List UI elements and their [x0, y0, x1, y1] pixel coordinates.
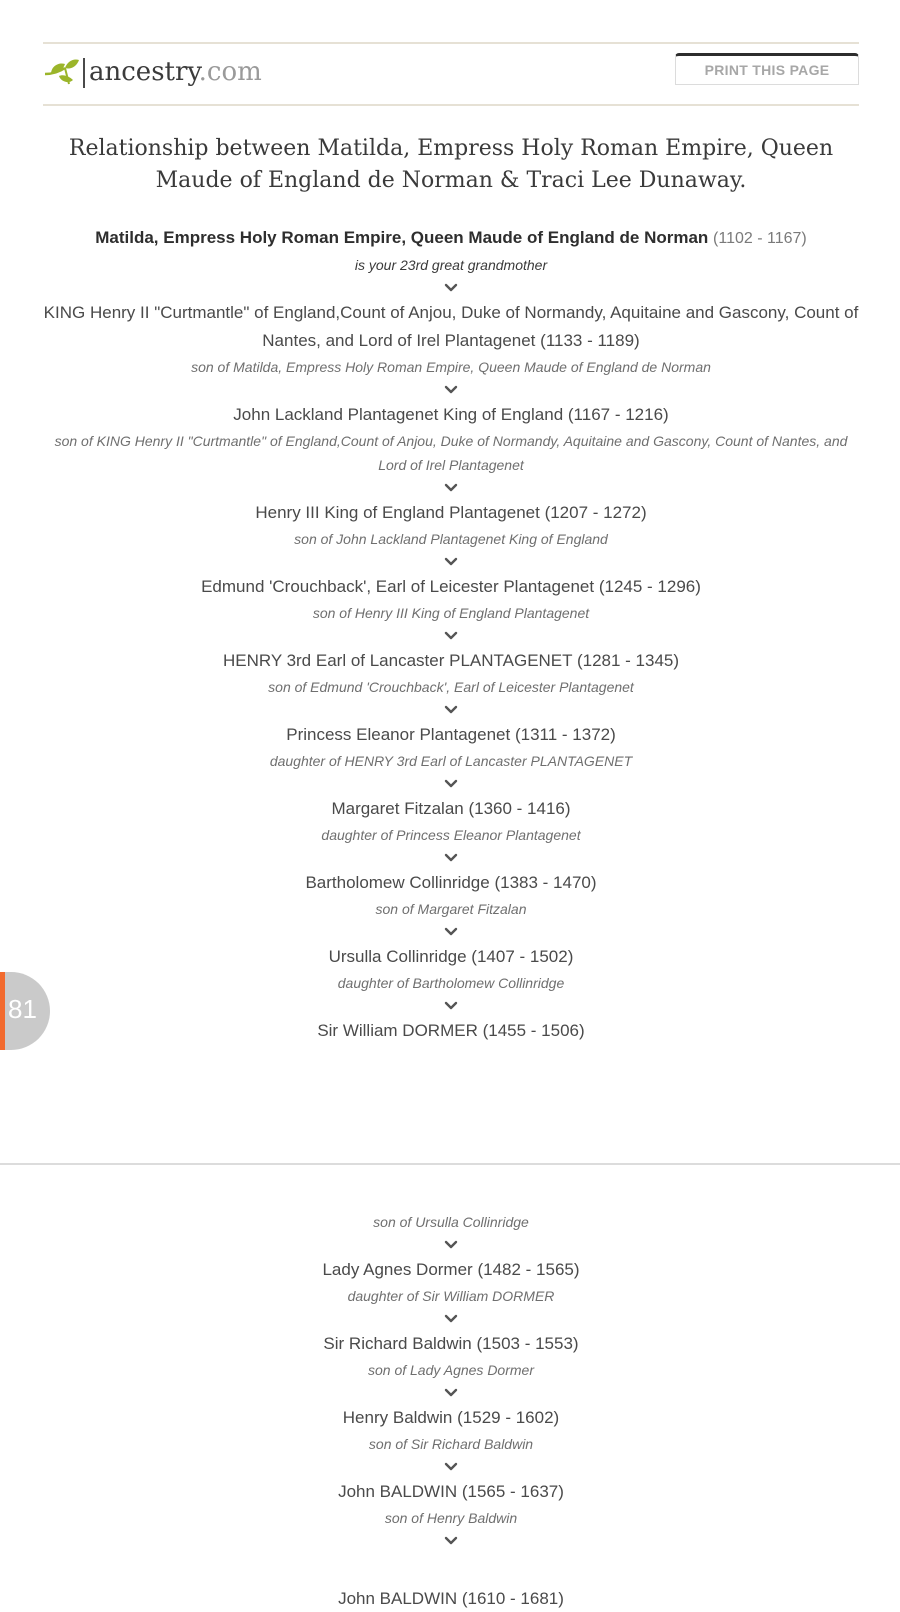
ancestor-years: (1529 - 1602): [457, 1408, 560, 1427]
ancestor-years: (1360 - 1416): [468, 799, 571, 818]
ancestor-name[interactable]: Lady Agnes Dormer: [322, 1260, 473, 1279]
relationship-text: son of Edmund 'Crouchback', Earl of Leicester Plantagenet: [268, 679, 634, 695]
ancestor-years: (1207 - 1272): [544, 503, 647, 522]
ancestor-years: (1383 - 1470): [494, 873, 597, 892]
ancestor-entry: [40, 1210, 862, 1234]
relationship-text: son of Henry Baldwin: [384, 1510, 518, 1526]
ancestor-line: [40, 943, 862, 971]
descent-arrow: [40, 551, 862, 573]
ancestor-entry: [40, 795, 862, 847]
ancestor-name[interactable]: Henry III King of England Plantagenet: [255, 503, 540, 522]
ancestor-years: (1407 - 1502): [471, 947, 574, 966]
ancestor-name[interactable]: Matilda, Empress Holy Roman Empire, Queen Maude of England de Norman: [95, 228, 709, 247]
ancestor-entry: [40, 1404, 862, 1456]
descent-arrow: [40, 477, 862, 499]
descent-arrow: [40, 277, 862, 299]
ancestor-line: [40, 1256, 862, 1284]
ancestor-years: (1565 - 1637): [461, 1482, 564, 1501]
relationship-text: daughter of Bartholomew Collinridge: [337, 975, 565, 991]
ancestor-line: [40, 299, 862, 355]
ancestor-name[interactable]: John BALDWIN: [338, 1482, 458, 1501]
ancestor-line: [40, 401, 862, 429]
print-page-button[interactable]: PRINT THIS PAGE: [675, 53, 859, 85]
chevron-down-icon: [444, 1388, 458, 1398]
chevron-down-icon: [444, 1314, 458, 1324]
ancestor-entry: [40, 869, 862, 921]
page-number: 81: [8, 994, 37, 1024]
brand-name: ancestry: [89, 57, 199, 87]
descent-arrow: [40, 1234, 862, 1256]
ancestor-name[interactable]: HENRY 3rd Earl of Lancaster PLANTAGENET: [222, 651, 573, 670]
ancestor-name[interactable]: Ursulla Collinridge: [328, 947, 467, 966]
page-header: [43, 42, 859, 106]
ancestor-entry: [40, 647, 862, 699]
ancestor-name[interactable]: KING Henry II "Curtmantle" of England,Count of Anjou, Duke of Normandy, Aquitaine and Gascony, Count of Nantes, and Lord of Irel Plantagenet: [43, 303, 859, 350]
relationship-text: daughter of Princess Eleanor Plantagenet: [321, 827, 581, 843]
chevron-down-icon: [444, 1001, 458, 1011]
ancestor-line: [40, 1017, 862, 1045]
descent-arrow: [40, 847, 862, 869]
ancestor-years: (1102 - 1167): [713, 230, 807, 247]
descent-arrow: [40, 1530, 862, 1552]
ancestor-name[interactable]: Edmund 'Crouchback', Earl of Leicester Plantagenet: [201, 577, 595, 596]
relationship-text: son of Henry III King of England Plantagenet: [312, 605, 590, 621]
descent-arrow: [40, 995, 862, 1017]
descent-arrow: [40, 379, 862, 401]
chevron-down-icon: [444, 927, 458, 937]
ancestor-line: [40, 795, 862, 823]
descent-arrow: [40, 1308, 862, 1330]
ancestor-name[interactable]: Bartholomew Collinridge: [305, 873, 490, 892]
ancestor-name[interactable]: Sir William DORMER: [317, 1021, 478, 1040]
ancestor-years: (1133 - 1189): [540, 331, 640, 350]
ancestor-name[interactable]: John Lackland Plantagenet King of England: [233, 405, 564, 424]
ancestor-years: (1245 - 1296): [598, 577, 701, 596]
cut-off-entry: John BALDWIN (1610 - 1681): [338, 1589, 564, 1608]
ancestor-entry: [40, 721, 862, 773]
chevron-down-icon: [444, 779, 458, 789]
relationship-text: daughter of HENRY 3rd Earl of Lancaster PLANTAGENET: [269, 753, 633, 769]
relationship-text: daughter of Sir William DORMER: [347, 1288, 555, 1304]
ancestor-entry: [40, 1330, 862, 1382]
brand-wordmark: [89, 57, 262, 87]
descent-arrow: [40, 625, 862, 647]
ancestor-entry: [40, 224, 862, 277]
relationship-text: son of Sir Richard Baldwin: [368, 1436, 534, 1452]
ancestor-years: (1455 - 1506): [482, 1021, 585, 1040]
relationship-text: son of Matilda, Empress Holy Roman Empire, Queen Maude of England de Norman: [191, 359, 711, 375]
chevron-down-icon: [444, 557, 458, 567]
badge-accent-stripe: [0, 972, 5, 1050]
ancestor-years: (1311 - 1372): [514, 725, 616, 744]
ancestor-years: (1482 - 1565): [477, 1260, 580, 1279]
ancestor-name[interactable]: Sir Richard Baldwin: [323, 1334, 472, 1353]
chevron-down-icon: [444, 705, 458, 715]
chevron-down-icon: [444, 483, 458, 493]
page-title: Relationship between Matilda, Empress Holy Roman Empire, Queen Maude of England de Norman & Traci Lee Dunaway.: [68, 136, 834, 193]
descent-arrow: [40, 699, 862, 721]
relationship-text: son of John Lackland Plantagenet King of England: [294, 531, 608, 547]
ancestor-name[interactable]: Henry Baldwin: [342, 1408, 453, 1427]
ancestor-entry: [40, 1017, 862, 1045]
relationship-text: son of Margaret Fitzalan: [375, 901, 527, 917]
ancestor-name[interactable]: Margaret Fitzalan: [331, 799, 464, 818]
page-divider: [0, 1163, 900, 1165]
ancestor-entry: [40, 573, 862, 625]
ancestor-name[interactable]: Princess Eleanor Plantagenet: [286, 725, 511, 744]
ancestor-line: [40, 224, 862, 253]
chevron-down-icon: [444, 283, 458, 293]
ancestor-line: [40, 1404, 862, 1432]
ancestor-line: [40, 721, 862, 749]
ancestor-years: (1167 - 1216): [567, 405, 669, 424]
relationship-chain-part-2: [40, 1210, 862, 1552]
chevron-down-icon: [444, 1536, 458, 1546]
chevron-down-icon: [444, 1240, 458, 1250]
ancestor-years: (1281 - 1345): [576, 651, 680, 670]
ancestor-entry: [40, 943, 862, 995]
brand-tld: .com: [198, 57, 262, 87]
ancestor-entry: [40, 401, 862, 477]
ancestor-line: [40, 1330, 862, 1358]
leaf-logo-icon: [43, 54, 87, 90]
ancestry-logo[interactable]: [43, 52, 262, 92]
ancestor-entry: [40, 299, 862, 379]
ancestor-entry: [40, 1256, 862, 1308]
chevron-down-icon: [444, 853, 458, 863]
descent-arrow: [40, 1456, 862, 1478]
descent-arrow: [40, 921, 862, 943]
chevron-down-icon: [444, 1462, 458, 1472]
relationship-text: son of Lady Agnes Dormer: [367, 1362, 534, 1378]
descent-arrow: [40, 1382, 862, 1404]
ancestor-line: [40, 1478, 862, 1506]
ancestor-years: (1503 - 1553): [476, 1334, 579, 1353]
ancestor-line: [40, 869, 862, 897]
relationship-text: son of Ursulla Collinridge: [373, 1214, 529, 1230]
ancestor-entry: [40, 1478, 862, 1530]
ancestor-line: [40, 647, 862, 675]
ancestor-entry: [40, 499, 862, 551]
ancestor-line: [40, 499, 862, 527]
relationship-text: son of KING Henry II "Curtmantle" of England,Count of Anjou, Duke of Normandy, Aquitaine and Gascony, Count of Nantes, and Lord of Irel Plantagenet: [54, 433, 848, 473]
descent-arrow: [40, 773, 862, 795]
relationship-chain-part-1: [40, 224, 862, 1045]
ancestor-line: [40, 573, 862, 601]
chevron-down-icon: [444, 631, 458, 641]
relationship-text: is your 23rd great grandmother: [354, 257, 548, 273]
chevron-down-icon: [444, 385, 458, 395]
